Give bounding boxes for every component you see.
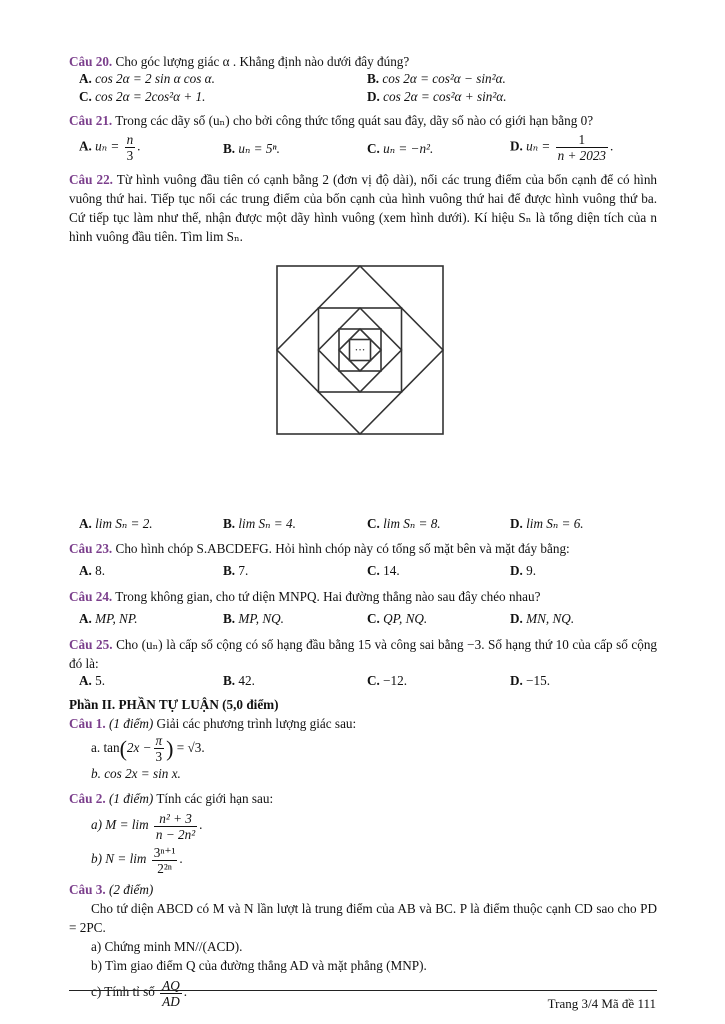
essay-3-part-a: a) Chứng minh MN//(ACD). <box>91 939 243 955</box>
option-c: QP, NQ. <box>383 611 428 626</box>
question-number: Câu 23. <box>69 541 113 556</box>
option-c: cos 2α = 2cos²α + 1. <box>95 89 206 104</box>
option-label: D. <box>510 611 523 626</box>
figure-dots: • • • <box>355 348 365 354</box>
essay-3-text: Cho tứ diện ABCD có M và N lần lượt là trung điểm của AB và BC. P là điểm thuộc cạnh CD sao cho PD = 2PC. <box>69 901 657 936</box>
option-label: A. <box>79 71 92 86</box>
essay-question-1 <box>69 714 657 733</box>
option-label: B. <box>223 673 236 688</box>
option-label: A. <box>79 611 92 626</box>
fraction-denominator: n − 2n² <box>155 826 196 842</box>
question-21 <box>69 111 657 130</box>
page-footer: Trang 3/4 Mã đề 111 <box>547 996 656 1011</box>
part-2-title: Phần II. PHẦN TỰ LUẬN (5,0 điểm) <box>69 697 279 712</box>
limit-a-fraction <box>154 811 197 842</box>
option-label: D. <box>510 563 523 578</box>
option-b: 7. <box>238 563 249 578</box>
question-24 <box>69 587 657 606</box>
option-label: C. <box>367 563 380 578</box>
option-label: D. <box>510 673 523 688</box>
essay-2-part-a <box>69 808 657 842</box>
pi-over-3-fraction <box>154 733 165 764</box>
option-d: 9. <box>526 563 537 578</box>
option-d-lhs: uₙ = <box>526 138 551 154</box>
option-d: cos 2α = cos²α + sin²α. <box>383 89 507 104</box>
option-a: 5. <box>95 673 106 688</box>
option-b: lim Sₙ = 4. <box>238 516 296 531</box>
option-c: 14. <box>383 563 400 578</box>
question-22 <box>69 170 657 246</box>
option-label: B. <box>223 516 236 531</box>
question-text: Tính các giới hạn sau: <box>156 791 274 807</box>
option-a: cos 2α = 2 sin α cos α. <box>95 71 215 86</box>
essay-question-2 <box>69 789 657 808</box>
option-label: C. <box>367 516 380 531</box>
option-d: lim Sₙ = 6. <box>526 516 584 531</box>
question-23 <box>69 539 657 558</box>
option-d-fraction <box>556 132 608 163</box>
essay-2-part-b <box>69 842 657 876</box>
ratio-prefix: c) Tính tỉ số <box>91 984 155 1000</box>
question-24-options <box>69 611 657 630</box>
question-22-options <box>69 516 657 535</box>
option-label: A. <box>79 516 92 531</box>
option-label: D. <box>510 516 523 531</box>
fraction-denominator: 3 <box>126 148 134 163</box>
question-20-options-row2 <box>69 89 657 107</box>
option-d: MN, NQ. <box>526 611 575 626</box>
fraction-numerator: 1 <box>556 132 608 148</box>
option-a: MP, NP. <box>95 611 138 626</box>
question-text: Trong không gian, cho tứ diện MNPQ. Hai đường thẳng nào sau đây chéo nhau? <box>115 589 541 604</box>
option-label: A. <box>79 138 92 154</box>
question-points: (1 điểm) <box>108 791 154 807</box>
option-label: C. <box>367 611 380 626</box>
question-text: Từ hình vuông đầu tiên có cạnh bằng 2 (đơn vị độ dài), nối các trung điểm của bốn cạnh để có hình vuông thứ hai. Tiếp tục nối các trung điểm của bốn cạnh của hình vuông thứ hai để được hình vuông thứ ba. Cứ tiếp tục làm như thế, nhận được một dãy hình vuông (xem hình dưới). Kí hiệu Sₙ là tổng diện tích của n hình vuông đầu tiên. Tìm lim Sₙ. <box>69 172 658 244</box>
fraction-numerator: n² + 3 <box>154 811 197 827</box>
option-label: B. <box>367 71 380 86</box>
option-label: C. <box>79 89 92 104</box>
question-text: Trong các dãy số (uₙ) cho bởi công thức tổng quát sau đây, dãy số nào có giới hạn bằng 0? <box>115 113 594 128</box>
option-b: 42. <box>238 673 255 688</box>
ratio-fraction <box>160 978 182 1009</box>
question-number: Câu 25. <box>69 637 113 652</box>
option-label: B. <box>223 141 236 156</box>
option-c: −12. <box>383 673 408 688</box>
nested-squares-svg <box>276 265 446 437</box>
question-number: Câu 20. <box>69 54 113 69</box>
fraction-denominator: 3 <box>155 749 163 765</box>
question-number: Câu 22. <box>69 172 113 187</box>
limit-prefix: a) M = lim <box>91 817 149 833</box>
punctuation: . <box>183 984 188 1000</box>
option-label: D. <box>367 89 380 104</box>
option-a-lhs: uₙ = <box>95 138 120 154</box>
question-points: (1 điểm) <box>108 716 154 731</box>
option-a: 8. <box>95 563 106 578</box>
footer-divider <box>69 990 657 991</box>
fraction-numerator: AQ <box>162 977 180 993</box>
option-a: lim Sₙ = 2. <box>95 516 153 531</box>
question-text: Giải các phương trình lượng giác sau: <box>156 716 357 731</box>
question-25-options <box>69 673 657 692</box>
equation-inner: 2x − <box>126 740 152 755</box>
question-number: Câu 3. <box>69 882 106 898</box>
option-label: C. <box>367 673 380 688</box>
option-label: A. <box>79 563 92 578</box>
exam-page <box>69 52 657 1009</box>
question-number: Câu 21. <box>69 113 113 128</box>
question-21-options: A. uₙ = $\frac{n}{3}$ . B. uₙ = 5ⁿ. C. uₙ = −n². D. uₙ = $\frac{1}{n + 2023}$ . <box>79 132 614 163</box>
punctuation: . <box>199 817 203 833</box>
equation-prefix: a. tan <box>91 740 120 755</box>
question-number: Câu 2. <box>69 791 106 807</box>
question-text: Cho góc lượng giác α . Khẳng định nào dưới đây đúng? <box>115 54 410 69</box>
punctuation: . <box>179 851 183 867</box>
option-c: lim Sₙ = 8. <box>383 516 441 531</box>
fraction-denominator: AD <box>162 993 180 1009</box>
question-23-options <box>69 563 657 582</box>
question-text: Cho hình chóp S.ABCDEFG. Hỏi hình chóp này có tổng số mặt bên và mặt đáy bằng: <box>115 541 570 556</box>
essay-question-3 <box>69 880 657 899</box>
question-20 <box>69 52 657 71</box>
question-points: (2 điểm) <box>108 882 154 898</box>
question-text: Cho (uₙ) là cấp số cộng có số hạng đầu bằng 15 và công sai bằng −3. Số hạng thứ 10 của cấp số cộng đó là: <box>69 637 658 671</box>
essay-1-part-b: b. cos 2x = sin x. <box>91 766 181 782</box>
fraction-numerator: 3ⁿ⁺¹ <box>153 844 176 860</box>
option-b: MP, NQ. <box>238 611 284 626</box>
option-label: B. <box>223 563 236 578</box>
option-label: A. <box>79 673 92 688</box>
option-label: D. <box>510 138 523 154</box>
option-a-fraction <box>125 132 136 163</box>
fraction-numerator: n <box>126 132 134 147</box>
option-c: uₙ = −n². <box>383 141 434 156</box>
limit-prefix: b) N = lim <box>91 851 147 867</box>
option-d: −15. <box>526 673 551 688</box>
question-25 <box>69 635 657 673</box>
option-b: cos 2α = cos²α − sin²α. <box>382 71 506 86</box>
option-label: C. <box>367 141 380 156</box>
essay-3-part-b: b) Tìm giao điểm Q của đường thẳng AD và mặt phẳng (MNP). <box>91 958 427 974</box>
option-b: uₙ = 5ⁿ. <box>238 141 280 156</box>
question-number: Câu 24. <box>69 589 113 604</box>
question-number: Câu 1. <box>69 716 106 731</box>
fraction-denominator: 2²ⁿ <box>157 860 172 876</box>
question-20-options-row1 <box>69 71 657 89</box>
fraction-numerator: π <box>155 733 163 749</box>
equation-rhs: = √3. <box>176 740 205 755</box>
fraction-denominator: n + 2023 <box>557 148 607 163</box>
nested-squares-figure <box>69 265 657 470</box>
option-label: B. <box>223 611 236 626</box>
essay-1-part-a: a. tan(2x − $\frac{\pi}{3}$ ) = √3. <box>91 733 205 765</box>
limit-b-fraction <box>152 845 178 876</box>
